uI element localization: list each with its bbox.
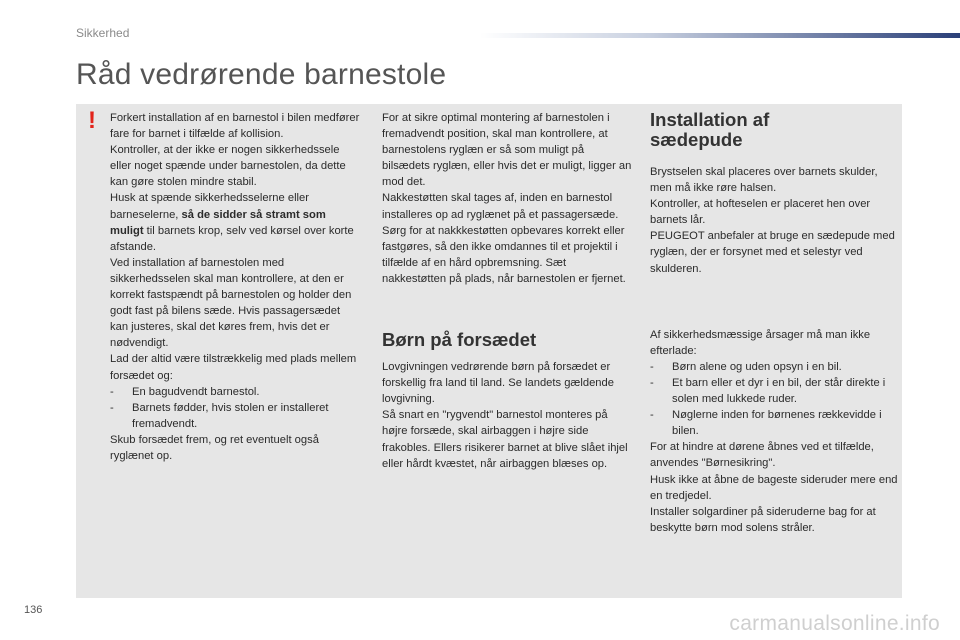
body-paragraph: For at hindre at dørene åbnes ved et tilfælde, anvendes "Børnesikring". [650, 441, 874, 470]
warning-paragraph: Forkert installation af en barnestol i bilen medfører fare for barnet i tilfælde af kollision. [110, 112, 360, 141]
list-item [650, 375, 900, 407]
heading-line: Installation af [650, 109, 770, 130]
right-column [650, 110, 900, 536]
body-paragraph: Husk ikke at åbne de bageste sideruder mere end en tredjedel. [650, 473, 898, 502]
body-paragraph: Af sikkerhedsmæssige årsager må man ikke efterlade: [650, 328, 871, 357]
warning-paragraph [110, 190, 360, 254]
list-item [110, 384, 360, 400]
body-paragraph: For at sikre optimal montering af barnestolen i fremadvendt position, skal man kontrollere, at barnestolens ryglæn er så som muligt på bilsædets ryglæn, eller hvis det er muligt, ligger an mod det. [382, 112, 632, 189]
page-number: 136 [24, 604, 43, 616]
warning-column [110, 110, 360, 464]
heading-line: sædepude [650, 129, 743, 150]
header-accent-bar [480, 33, 960, 38]
body-paragraph: PEUGEOT anbefaler at bruge en sædepude med ryglæn, der er forsynet med et selestyr ved skulderen. [650, 230, 895, 275]
list-dash: - [650, 409, 654, 422]
list-item [110, 400, 360, 432]
list-item-text: Børn alene og uden opsyn i en bil. [672, 360, 842, 373]
middle-column [382, 110, 632, 472]
body-paragraph: Sørg for at nakkkestøtten opbevares korrekt eller fastgøres, så den ikke omdannes til et projektil i tilfælde af en hård opbremsning. Sæt nakkestøtten på plads, når barnestolen er fjernet. [382, 224, 626, 285]
list-item [650, 407, 900, 439]
list-item-text: En bagudvendt barnestol. [132, 385, 260, 398]
spacer [650, 277, 900, 327]
warning-paragraph: Lad der altid være tilstrækkelig med plads mellem forsædet og: [110, 353, 357, 382]
warning-text: til barnets krop, selv ved kørsel over korte afstande. [110, 224, 354, 253]
list-item [650, 359, 900, 375]
warning-emphasis: så de sidder så stramt som muligt [110, 208, 326, 237]
body-paragraph: Installer solgardiner på sideruderne bag for at beskytte børn mod solens stråler. [650, 505, 876, 534]
section-heading [650, 110, 900, 150]
list-item-text: Barnets fødder, hvis stolen er installeret fremadvendt. [132, 401, 329, 430]
body-paragraph: Nakkestøtten skal tages af, inden en barnestol installeres op ad ryglænet på et passagersæde. [382, 192, 619, 221]
body-paragraph: Så snart en "rygvendt" barnestol monteres på højre forsæde, skal airbaggen i højre side frakobles. Ellers risikerer barnet at blive slået ihjel eller hårdt kvæstet, når airbaggen blæses op. [382, 409, 628, 470]
list-dash: - [110, 401, 114, 414]
watermark: carmanualsonline.info [729, 612, 940, 635]
list-dash: - [110, 385, 114, 398]
warning-paragraph: Kontroller, at der ikke er nogen sikkerhedssele eller noget spænde under barnestolen, da dette kan gøre stolen mindre stabil. [110, 144, 346, 189]
section-label: Sikkerhed [76, 26, 130, 40]
body-paragraph: Brystselen skal placeres over barnets skulder, men må ikke røre halsen. [650, 166, 878, 195]
body-paragraph: Kontroller, at hofteselen er placeret hen over barnets lår. [650, 198, 871, 227]
list-item-text: Et barn eller et dyr i en bil, der står direkte i solen med lukkede ruder. [672, 376, 886, 406]
warning-paragraph: Ved installation af barnestolen med sikkerhedsselen skal man kontrollere, at den er korrekt fastspændt på barnestolen og holder den godt fast på bilens sæde. Hvis passagersædet kan justeres, skal det køres frem, hvis det er nødvendigt. [110, 256, 352, 350]
page-title: Råd vedrørende barnestole [76, 58, 447, 91]
section-heading: Børn på forsædet [382, 329, 537, 351]
list-dash: - [650, 376, 654, 389]
warning-text: Husk at spænde sikkerhedsselerne eller barneselerne, [110, 192, 309, 221]
body-paragraph: Lovgivningen vedrørende børn på forsædet er forskellig fra land til land. Se landets gældende lovgivning. [382, 361, 614, 406]
exclamation-icon: ! [88, 107, 96, 134]
list-item-text: Nøglerne inden for børnenes rækkevidde i bilen. [672, 409, 882, 438]
warning-paragraph: Skub forsædet frem, og ret eventuelt også ryglænet op. [110, 433, 319, 462]
list-dash: - [650, 360, 654, 373]
